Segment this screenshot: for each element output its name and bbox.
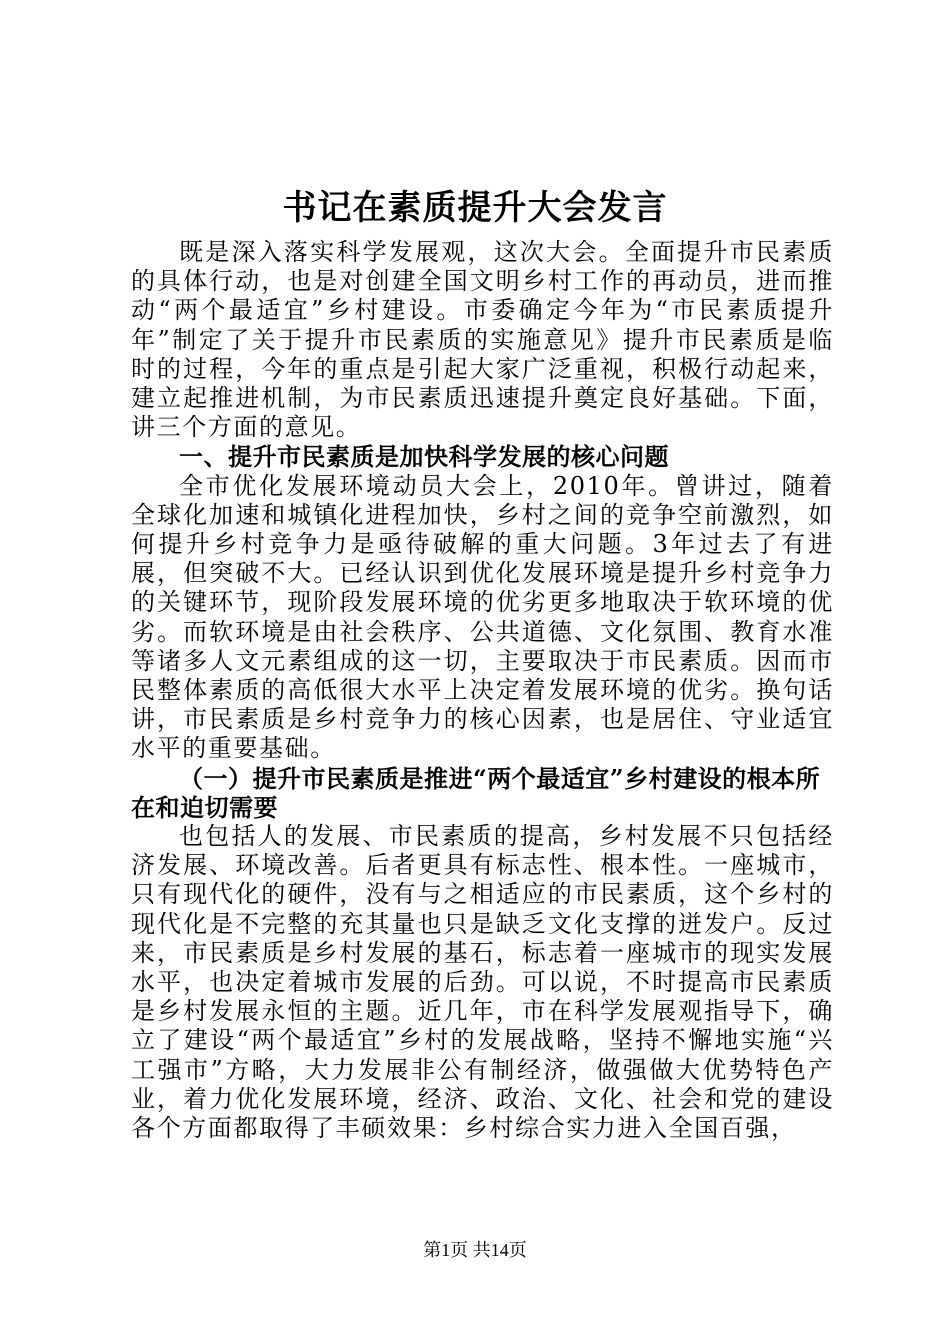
page-footer: 第1页 共14页 — [423, 1240, 527, 1260]
paragraph-intro: 既是深入落实科学发展观，这次大会。全面提升市民素质的具体行动，也是对创建全国文明乡村工作的再动员，进而推动“两个最适宜”乡村建设。市委确定今年为“市民素质提升年”制定了关于提升市民素质的实施意见》提升市民素质是临时的过程，今年的重点是引起大家广泛重视，积极行动起来，建立起推进机制，为市民素质迅速提升奠定良好基础。下面，讲三个方面的意见。 — [131, 238, 834, 442]
paragraph-section-1: 全市优化发展环境动员大会上，2010年。曾讲过，随着全球化加速和城镇化进程加快，乡村之间的竞争空前激烈，如何提升乡村竞争力是亟待破解的重大问题。3年过去了有进展，但突破不大。已经认识到优化发展环境是提升乡村竞争力的关键环节，现阶段发展环境的优劣更多地取决于软环境的优劣。而软环境是由社会秩序、公共道德、文化氛围、教育水准等诸多人文元素组成的这一切，主要取决于市民素质。因而市民整体素质的高低很大水平上决定着发展环境的优劣。换句话讲，市民素质是乡村竞争力的核心因素，也是居住、守业适宜水平的重要基础。 — [131, 471, 834, 763]
section-heading-1: 一、提升市民素质是加快科学发展的核心问题 — [179, 442, 669, 472]
paragraph-subsection-1: 也包括人的发展、市民素质的提高，乡村发展不只包括经济发展、环境改善。后者更具有标志性、根本性。一座城市，只有现代化的硬件，没有与之相适应的市民素质，这个乡村的现代化是不完整的充其量也只是缺乏文化支撑的迸发户。反过来，市民素质是乡村发展的基石，标志着一座城市的现实发展水平，也决定着城市发展的后劲。可以说，不时提高市民素质是乡村发展永恒的主题。近几年，市在科学发展观指导下，确立了建设“两个最适宜”乡村的发展战略，坚持不懈地实施“兴工强市”方略，大力发展非公有制经济，做强做大优势特色产业，着力优化发展环境，经济、政治、文化、社会和党的建设各个方面都取得了丰硕效果：乡村综合实力进入全国百强， — [131, 822, 834, 1143]
document-title: 书记在素质提升大会发言 — [282, 188, 668, 228]
subsection-heading-1: （一）提升市民素质是推进“两个最适宜”乡村建设的根本所在和迫切需要 — [131, 763, 821, 822]
document-body — [131, 238, 834, 1143]
